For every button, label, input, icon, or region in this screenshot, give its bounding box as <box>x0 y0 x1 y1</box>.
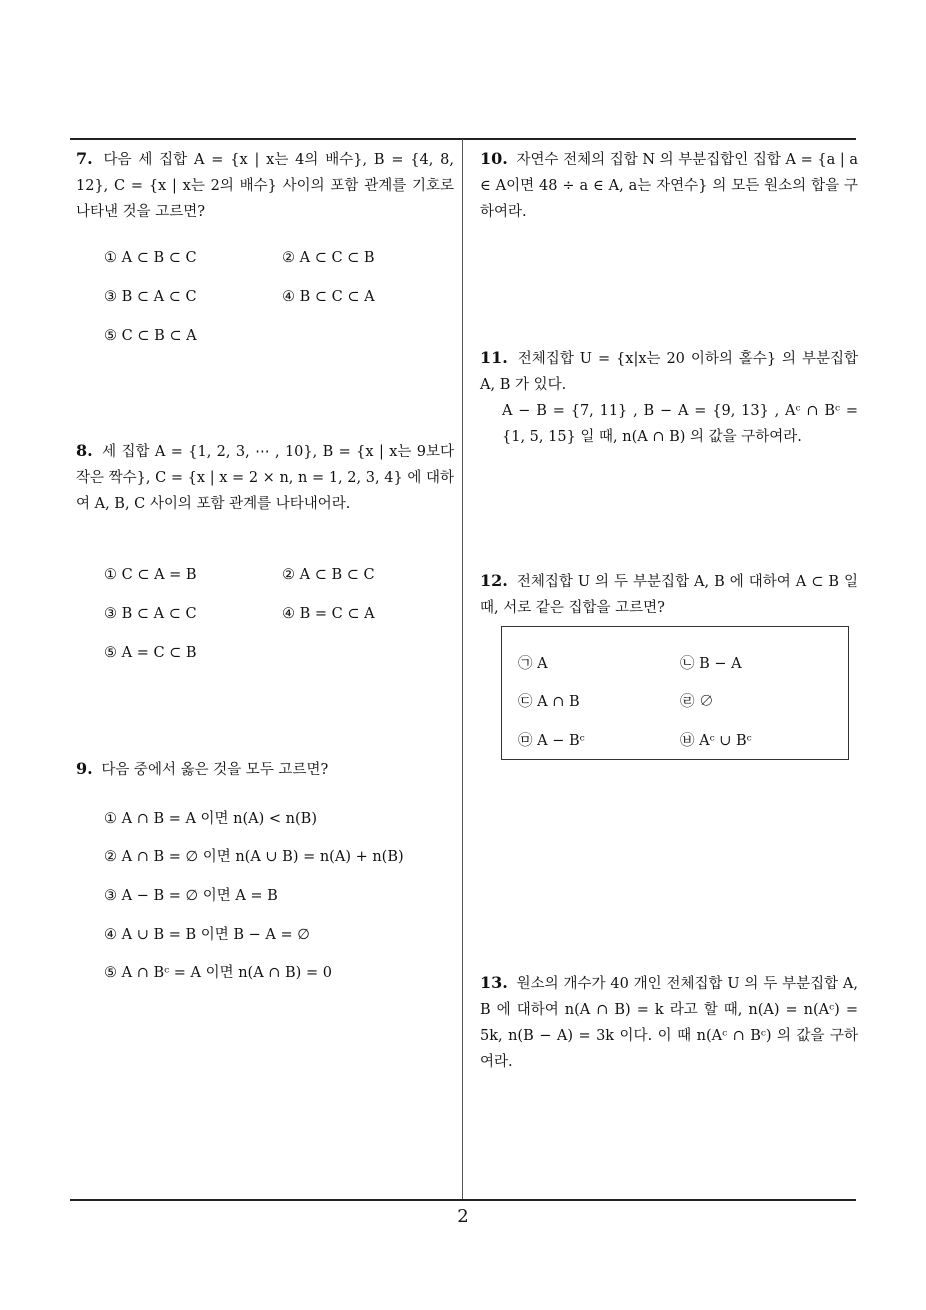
question-number: 9. <box>76 759 93 778</box>
choice-5[interactable]: ⑤ C ⊂ B ⊂ A <box>104 328 197 344</box>
choice-4[interactable]: ④ B = C ⊂ A <box>282 606 375 622</box>
choice-1[interactable]: ① C ⊂ A = B <box>104 567 197 583</box>
option-f[interactable]: ㉥ Aᶜ ∪ Bᶜ <box>680 733 752 749</box>
question-7 <box>76 146 454 225</box>
choice-2[interactable]: ② A ∩ B = ∅ 이면 n(A ∪ B) = n(A) + n(B) <box>104 849 404 865</box>
question-number: 8. <box>76 441 93 460</box>
choice-2[interactable]: ② A ⊂ C ⊂ B <box>282 250 375 266</box>
question-11 <box>480 345 858 450</box>
question-8 <box>76 438 454 517</box>
choice-2[interactable]: ② A ⊂ B ⊂ C <box>282 567 375 583</box>
question-number: 7. <box>76 149 93 168</box>
choice-1[interactable]: ① A ⊂ B ⊂ C <box>104 250 197 266</box>
question-text: 자연수 전체의 집합 N 의 부분집합인 집합 A = {a | a ∈ A이면 48 ÷ a ∈ A, a는 자연수} 의 모든 원소의 합을 구하여라. <box>480 152 859 220</box>
option-a[interactable]: ㉠ A <box>518 656 548 672</box>
question-text: 전체집합 U = {x|x는 20 이하의 홀수} 의 부분집합 A, B 가 있다. <box>480 351 858 393</box>
column-divider <box>462 139 463 1200</box>
question-number: 11. <box>480 348 508 367</box>
choice-4[interactable]: ④ B ⊂ C ⊂ A <box>282 289 375 305</box>
page-number: 2 <box>457 1206 469 1227</box>
question-condition: A − B = {7, 11} , B − A = {9, 13} , Aᶜ ∩ Bᶜ = {1, 5, 15} 일 때, n(A ∩ B) 의 값을 구하여라. <box>502 403 858 445</box>
question-number: 12. <box>480 571 508 590</box>
top-rule <box>70 138 856 140</box>
bottom-rule <box>70 1199 856 1201</box>
question-number: 13. <box>480 973 508 992</box>
question-13 <box>480 970 858 1075</box>
option-e[interactable]: ㉤ A − Bᶜ <box>518 733 585 749</box>
question-text: 세 집합 A = {1, 2, 3, ⋯ , 10}, B = {x | x는 9보다 작은 짝수}, C = {x | x = 2 × n, n = 1, 2, 3, 4} 에 대하여 A, B, C 사이의 포함 관계를 나타내어라. <box>76 444 455 512</box>
choice-5[interactable]: ⑤ A = C ⊂ B <box>104 645 197 661</box>
question-9 <box>76 756 454 783</box>
choice-3[interactable]: ③ A − B = ∅ 이면 A = B <box>104 888 278 904</box>
choice-5[interactable]: ⑤ A ∩ Bᶜ = A 이면 n(A ∩ B) = 0 <box>104 965 332 981</box>
question-10 <box>480 146 858 225</box>
choice-1[interactable]: ① A ∩ B = A 이면 n(A) < n(B) <box>104 811 317 827</box>
choice-3[interactable]: ③ B ⊂ A ⊂ C <box>104 606 197 622</box>
question-text: 다음 중에서 옳은 것을 모두 고르면? <box>101 762 329 778</box>
question-text: 원소의 개수가 40 개인 전체집합 U 의 두 부분집합 A, B 에 대하여 n(A ∩ B) = k 라고 할 때, n(A) = n(Aᶜ) = 5k, n(B − A) = 3k 이다. 이 때 n(Aᶜ ∩ Bᶜ) 의 값을 구하여라. <box>480 976 858 1070</box>
question-text: 전체집합 U 의 두 부분집합 A, B 에 대하여 A ⊂ B 일 때, 서로 같은 집합을 고르면? <box>480 574 859 616</box>
question-number: 10. <box>480 149 508 168</box>
question-text: 다음 세 집합 A = {x | x는 4의 배수}, B = {4, 8, 12}, C = {x | x는 2의 배수} 사이의 포함 관계를 기호로 나타낸 것을 고르면? <box>76 152 455 220</box>
choice-3[interactable]: ③ B ⊂ A ⊂ C <box>104 289 197 305</box>
question-12 <box>480 568 858 621</box>
choice-4[interactable]: ④ A ∪ B = B 이면 B − A = ∅ <box>104 927 310 943</box>
option-d[interactable]: ㉣ ∅ <box>680 694 714 710</box>
option-b[interactable]: ㉡ B − A <box>680 656 742 672</box>
option-c[interactable]: ㉢ A ∩ B <box>518 694 580 710</box>
